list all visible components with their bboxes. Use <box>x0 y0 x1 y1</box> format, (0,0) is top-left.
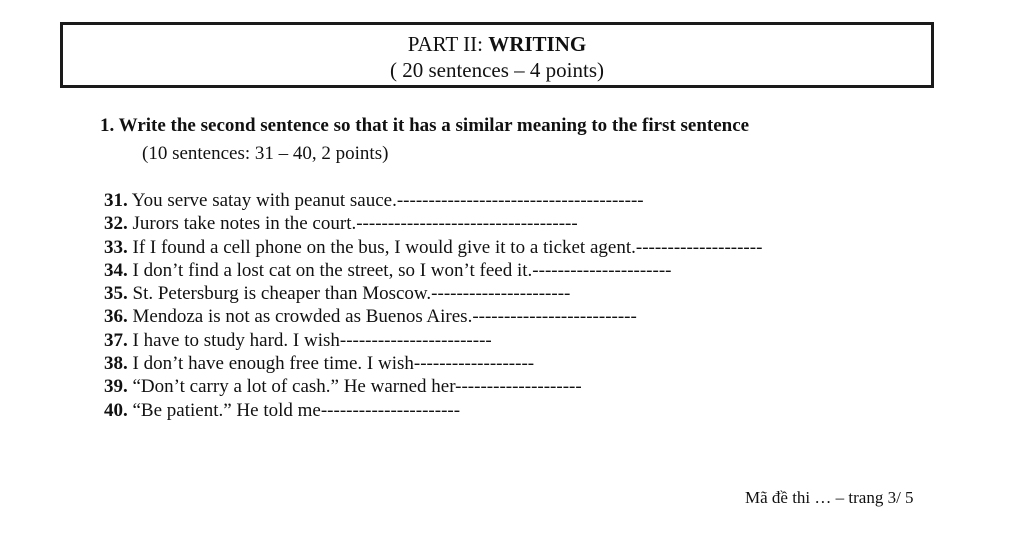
question-40 <box>104 399 762 422</box>
question-32 <box>104 212 762 235</box>
question-text: I don’t find a lost cat on the street, so I won’t feed it.---------------------- <box>132 259 672 281</box>
question-number: 36. <box>104 306 128 328</box>
question-list <box>104 189 762 422</box>
question-37 <box>104 329 762 352</box>
question-34 <box>104 259 762 282</box>
question-31 <box>104 189 762 212</box>
question-text: Jurors take notes in the court.----------------------------------- <box>132 213 578 235</box>
question-number: 37. <box>104 329 128 351</box>
question-number: 31. <box>104 190 128 211</box>
question-text: “Don’t carry a lot of cash.” He warned her-------------------- <box>132 376 582 398</box>
part-header-box <box>60 22 934 88</box>
question-36 <box>104 305 762 328</box>
question-number: 33. <box>104 236 128 258</box>
question-number: 39. <box>104 376 128 398</box>
question-text: “Be patient.” He told me---------------------- <box>132 399 461 421</box>
part-title <box>63 31 931 57</box>
question-number: 32. <box>104 213 128 235</box>
part-title-writing: WRITING <box>488 32 587 56</box>
question-text: Mendoza is not as crowded as Buenos Aires.-------------------------- <box>132 306 637 328</box>
page-footer: Mã đề thi … – trang 3/ 5 <box>745 488 914 507</box>
question-39 <box>104 375 762 398</box>
section-subheading: (10 sentences: 31 – 40, 2 points) <box>142 143 389 164</box>
question-number: 38. <box>104 353 128 375</box>
question-number: 35. <box>104 283 128 305</box>
question-38 <box>104 352 762 375</box>
question-number: 40. <box>104 399 128 421</box>
question-text: You serve satay with peanut sauce.--------------------------------------- <box>131 190 644 211</box>
question-35 <box>104 282 762 305</box>
part-subtitle: ( 20 sentences – 4 points) <box>389 58 605 82</box>
question-text: I don’t have enough free time. I wish------------------- <box>132 353 535 375</box>
question-33 <box>104 236 762 259</box>
question-text: I have to study hard. I wish------------------------ <box>132 329 492 351</box>
section-heading: 1. Write the second sentence so that it has a similar meaning to the first sentence <box>100 115 750 136</box>
part-label: PART II: <box>407 32 483 56</box>
question-number: 34. <box>104 259 128 281</box>
question-text: St. Petersburg is cheaper than Moscow.---------------------- <box>132 283 571 305</box>
question-text: If I found a cell phone on the bus, I would give it to a ticket agent.-------------------- <box>132 236 763 258</box>
